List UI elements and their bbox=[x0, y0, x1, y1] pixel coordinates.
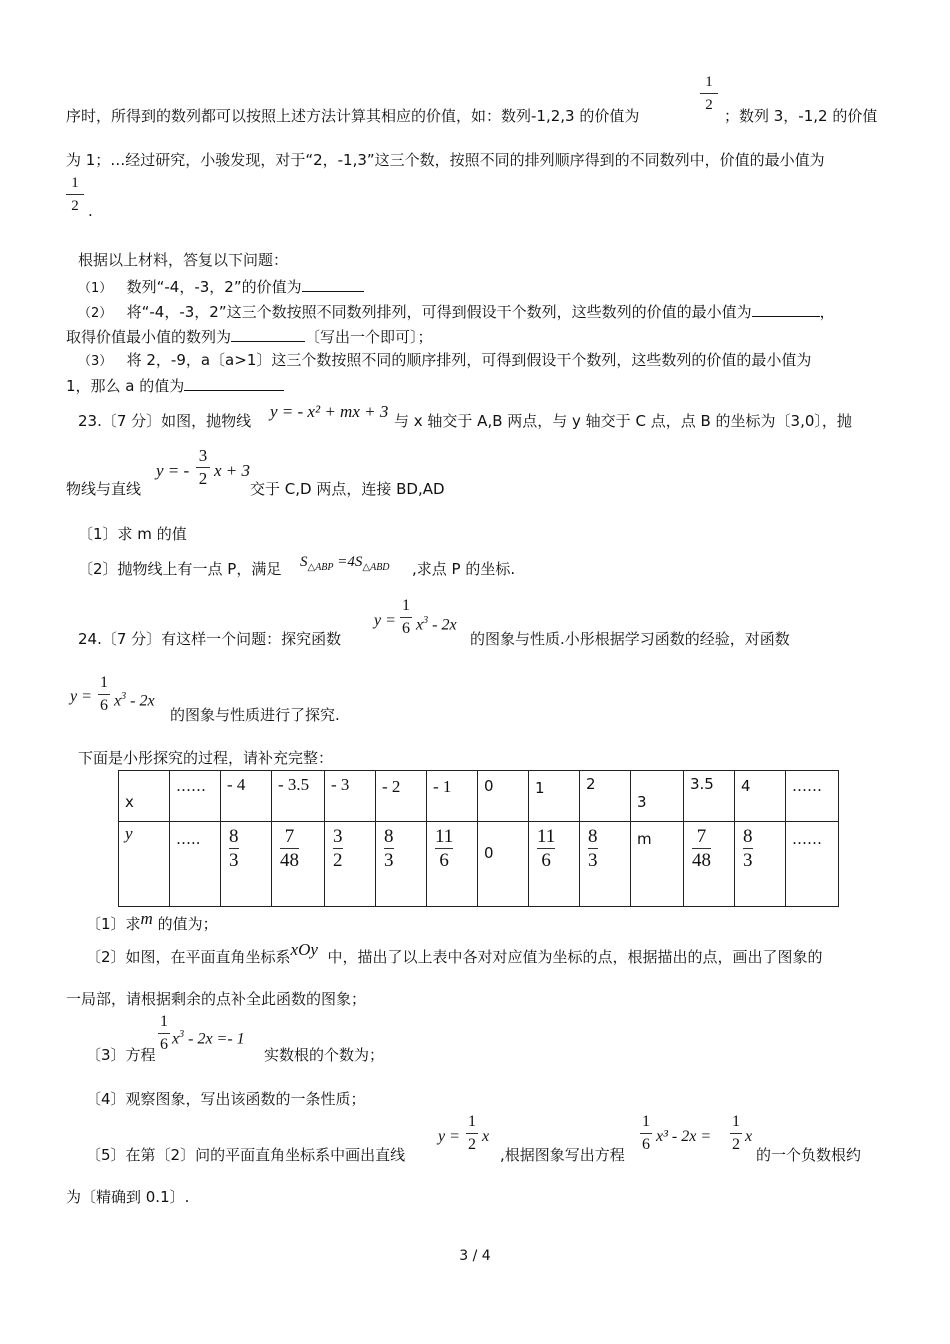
table-fraction: 7 48 bbox=[692, 826, 711, 871]
table-cell bbox=[376, 822, 427, 907]
q23-parabola-formula: y = - x² + mx + 3 bbox=[270, 402, 389, 421]
table-cell bbox=[580, 822, 631, 907]
table-cell: 4 bbox=[735, 771, 786, 822]
value-table bbox=[118, 770, 839, 907]
q24-fn2-fraction: 1 6 bbox=[100, 674, 108, 714]
q23-line-y: y = - bbox=[156, 461, 190, 480]
table-cell: - 3 bbox=[325, 771, 376, 822]
q24-sub3-equation: $x^3 - 2x =- 1$ bbox=[172, 1029, 245, 1048]
q24-head-tail: 的图象与性质.小彤根据学习函数的经验，对函数 bbox=[470, 630, 790, 648]
q22-lead: 根据以上材料，答复以下问题： bbox=[78, 251, 289, 269]
table-cell bbox=[272, 822, 325, 907]
intro-line-2: 为 1；…经过研究，小骏发现，对于“2，-1,3”这三个数，按照不同的排列顺序得到的不同数列中，价值的最小值为 bbox=[66, 151, 825, 169]
table-fraction: 3 2 bbox=[333, 826, 343, 871]
q24-sub5-eq-mid: x³ - 2x = bbox=[656, 1128, 712, 1145]
table-header-y: y bbox=[119, 822, 170, 907]
table-cell bbox=[735, 822, 786, 907]
q23-line-fraction: 3 2 bbox=[196, 446, 210, 489]
q24-sub3-fraction: 1 6 bbox=[160, 1013, 168, 1053]
q22-part3-line2: 1，那么 a 的值为 bbox=[66, 376, 284, 395]
q24-sub3-tail: 实数根的个数为； bbox=[264, 1046, 385, 1064]
q24-sub4: 〔4〕观察图象，写出该函数的一条性质； bbox=[86, 1090, 366, 1108]
table-cell bbox=[478, 822, 529, 907]
q24-sub5-eq-fraction-2: 1 2 bbox=[732, 1113, 740, 1153]
q24-sub5-eq-x: x bbox=[745, 1128, 753, 1145]
table-cell: - 2 bbox=[376, 771, 427, 822]
table-cell: 0 bbox=[478, 771, 529, 822]
q23-head-tail: 与 x 轴交于 A,B 两点，与 y 轴交于 C 点，点 B 的坐标为〔3,0〕，抛 bbox=[394, 412, 852, 430]
q23-line2-tail: 交于 C,D 两点，连接 BD,AD bbox=[250, 480, 445, 498]
answer-blank[interactable] bbox=[302, 277, 364, 292]
q23-head: 23.〔7 分〕如图，抛物线 bbox=[78, 412, 252, 430]
q23-line2: 物线与直线 bbox=[66, 480, 142, 498]
q24-sub5-line-x: x bbox=[482, 1128, 490, 1145]
table-value: 0 bbox=[484, 844, 494, 862]
q23-sub1: 〔1〕求 m 的值 bbox=[78, 525, 187, 543]
q22-part1: （1） 数列“-4，-3，2”的价值为 bbox=[78, 277, 364, 298]
table-value: ….. bbox=[176, 830, 201, 848]
table-fraction: 8 3 bbox=[384, 826, 394, 871]
table-fraction: 8 3 bbox=[743, 826, 753, 871]
table-cell bbox=[170, 822, 221, 907]
table-fraction: 8 3 bbox=[588, 826, 598, 871]
q23-sub2: 〔2〕抛物线上有一点 P，满足 bbox=[78, 560, 282, 578]
q22-part3: （3） 将 2，-9，a〔a>1〕这三个数按照不同的顺序排列，可得到假设干个数列，这些数列的价值的最小值为 bbox=[78, 351, 812, 369]
fraction-one-half: 1 2 bbox=[700, 72, 718, 115]
q24-sub2-line2: 一局部，请根据剩余的点补全此函数的图象； bbox=[66, 990, 367, 1008]
q23-line-rest: x + 3 bbox=[214, 461, 251, 480]
q24-fn2-y: y = bbox=[70, 688, 92, 705]
answer-blank[interactable] bbox=[184, 376, 284, 391]
table-cell: - 1 bbox=[427, 771, 478, 822]
table-fraction: 8 3 bbox=[229, 826, 239, 871]
table-value: …… bbox=[792, 830, 822, 848]
table-cell bbox=[684, 822, 735, 907]
table-cell: 3.5 bbox=[684, 771, 735, 822]
q24-fn-rest: $x^3 - 2x$ bbox=[416, 615, 457, 634]
q24-fn2-rest: $x^3 - 2x$ bbox=[114, 691, 155, 710]
table-cell: 3 bbox=[631, 771, 684, 822]
q22-part2-line2: 取得价值最小值的数列为 〔写出一个即可〕； bbox=[66, 328, 433, 346]
fraction-one-half-2: 1 2 bbox=[66, 173, 84, 216]
table-cell: …… bbox=[170, 771, 221, 822]
q24-sub5-eq-fraction: 1 6 bbox=[642, 1113, 650, 1153]
q24-sub5: 〔5〕在第〔2〕问的平面直角坐标系中画出直线 bbox=[86, 1146, 406, 1164]
answer-blank[interactable] bbox=[231, 327, 305, 342]
page-number: 3 / 4 bbox=[459, 1248, 491, 1264]
q23-area-formula: $S_{\triangle ABP} =4S_{\triangle ABD}$ bbox=[300, 554, 390, 573]
table-cell: …… bbox=[786, 771, 839, 822]
table-fraction: 7 48 bbox=[280, 826, 299, 871]
q24-fn-y: y = bbox=[374, 612, 396, 629]
table-cell: - 3.5 bbox=[272, 771, 325, 822]
q23-sub2-tail: ,求点 P 的坐标. bbox=[412, 560, 516, 578]
q24-sub1: 〔1〕求m 的值为； bbox=[86, 909, 218, 933]
table-header-x: x bbox=[119, 771, 170, 822]
q24-line3: 下面是小彤探究的过程，请补充完整： bbox=[78, 749, 334, 767]
q22-part2: （2） 将“-4，-3，2”这三个数按照不同数列排列，可得到假设干个数列，这些数列的价值的最小值为 ， bbox=[78, 303, 835, 321]
intro-line-1-tail: ；数列 3，-1,2 的价值 bbox=[724, 107, 878, 125]
table-cell bbox=[786, 822, 839, 907]
table-fraction: 11 6 bbox=[435, 826, 454, 871]
table-row-x bbox=[119, 771, 839, 822]
table-cell bbox=[325, 822, 376, 907]
table-cell bbox=[427, 822, 478, 907]
q24-sub2: 〔2〕如图，在平面直角坐标系xOy 中，描出了以上表中各对对应值为坐标的点，根据描出的点，画出了图象的 bbox=[86, 940, 823, 966]
table-cell: - 4 bbox=[221, 771, 272, 822]
q24-line2-tail: 的图象与性质进行了探究. bbox=[170, 706, 340, 724]
table-cell: 2 bbox=[580, 771, 631, 822]
table-fraction: 11 6 bbox=[537, 826, 556, 871]
table-cell bbox=[529, 822, 580, 907]
intro-line-1: 序时，所得到的数列都可以按照上述方法计算其相应的价值，如：数列-1,2,3 的价值为 bbox=[66, 107, 640, 125]
table-cell: 1 bbox=[529, 771, 580, 822]
intro-period: . bbox=[88, 202, 93, 220]
q24-sub5-tail: 的一个负数根约 bbox=[756, 1146, 862, 1164]
table-cell bbox=[631, 822, 684, 907]
q24-sub5-line-fraction: 1 2 bbox=[468, 1113, 476, 1153]
table-cell bbox=[221, 822, 272, 907]
q24-sub3: 〔3〕方程 bbox=[86, 1046, 156, 1064]
answer-blank[interactable] bbox=[752, 302, 820, 317]
table-value: m bbox=[637, 830, 652, 848]
q24-sub5-mid: ,根据图象写出方程 bbox=[500, 1146, 625, 1164]
q24-sub5-line2: 为〔精确到 0.1〕. bbox=[66, 1188, 190, 1206]
q24-sub5-line-y: y = bbox=[438, 1128, 460, 1145]
q24-head: 24.〔7 分〕有这样一个问题：探究函数 bbox=[78, 630, 342, 648]
table-row-y bbox=[119, 822, 839, 907]
q24-fn-fraction: 1 6 bbox=[402, 597, 410, 637]
